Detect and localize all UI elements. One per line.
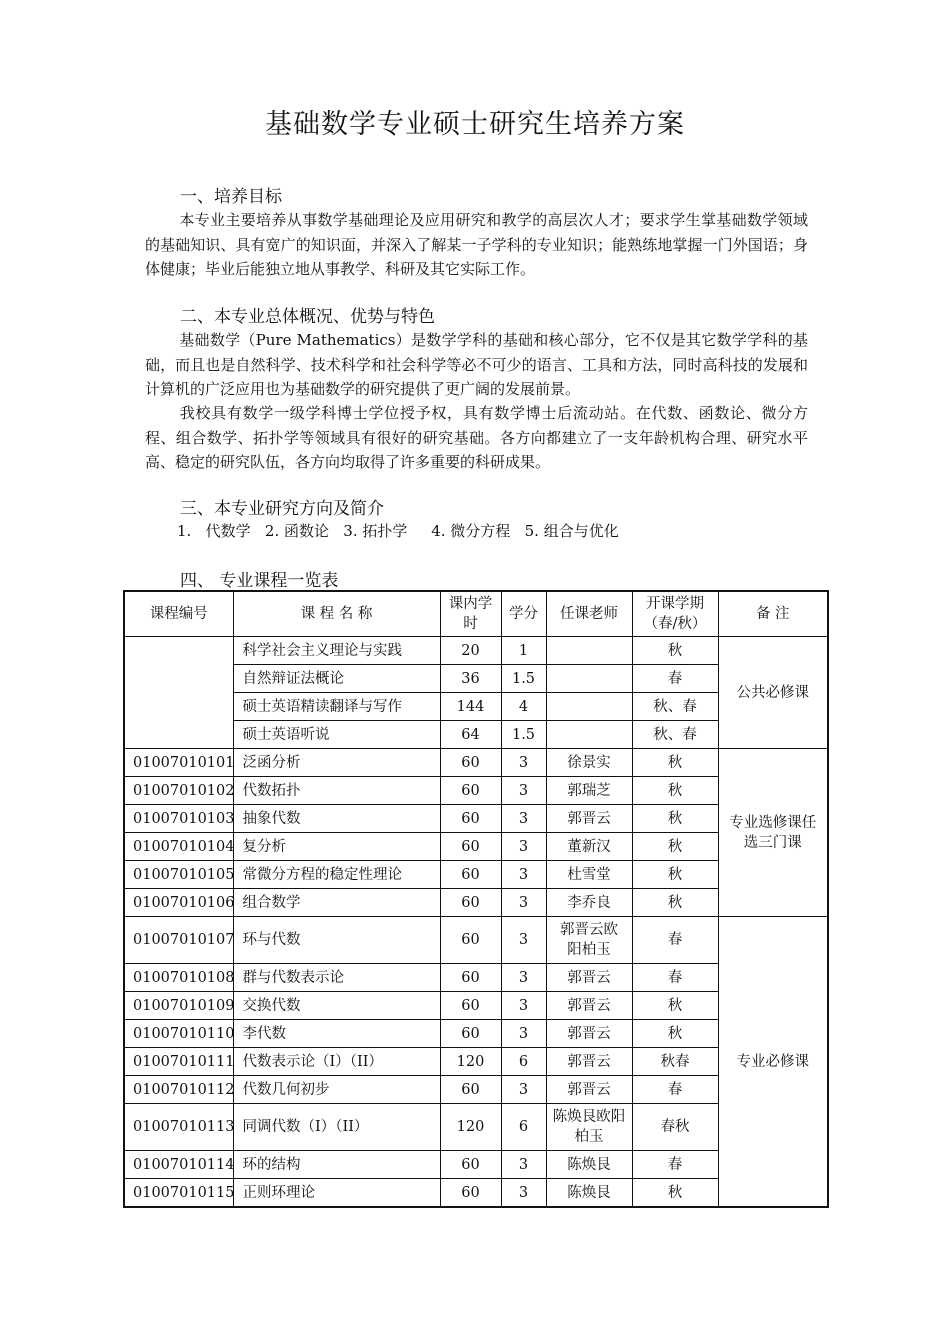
goals-text: 本专业主要培养从事数学基础理论及应用研究和教学的高层次人才；要求学生掌基础数学领域的基础知识、具有宽广的知识面，并深入了解某一子学科的专业知识；能熟练地掌握一门外国语；身体健康；毕业后能独立地从事教学、科研及其它实际工作。 [145,211,808,278]
cell-teacher: 郭晋云 [546,1076,632,1104]
cell-term: 秋 [632,992,718,1020]
cell-teacher: 郭晋云欧阳柏玉 [546,917,632,964]
cell-code: 01007010107 [124,917,233,964]
cell-code: 01007010110 [124,1020,233,1048]
cell-hours: 60 [440,1076,501,1104]
cell-term: 秋、春 [632,693,718,721]
cell-hours: 60 [440,964,501,992]
research-directions: 1. 代数学 2. 函数论 3. 拓扑学 4. 微分方程 5. 组合与优化 [177,522,619,540]
header-hours: 课内学时 [440,591,501,637]
cell-teacher: 郭晋云 [546,1048,632,1076]
cell-name: 硕士英语听说 [233,721,440,749]
cell-hours: 60 [440,805,501,833]
header-teacher: 任课老师 [546,591,632,637]
cell-code: 01007010108 [124,964,233,992]
cell-term: 秋 [632,777,718,805]
cell-credits: 1 [501,637,546,665]
cell-term: 春秋 [632,1104,718,1151]
cell-teacher: 郭晋云 [546,964,632,992]
goals-paragraph [145,208,808,282]
section-heading-overview: 二、本专业总体概况、优势与特色 [180,307,435,327]
cell-teacher: 董新汉 [546,833,632,861]
cell-name: 正则环理论 [233,1179,440,1208]
header-name: 课 程 名 称 [233,591,440,637]
cell-name: 李代数 [233,1020,440,1048]
header-note: 备 注 [718,591,828,637]
overview-text-2: 我校具有数学一级学科博士学位授予权，具有数学博士后流动站。在代数、函数论、微分方程、组合数学、拓扑学等领域具有很好的研究基础。各方向都建立了一支年龄机构合理、研究水平高、稳定的研究队伍，各方向均取得了许多重要的科研成果。 [145,404,808,471]
cell-name: 代数几何初步 [233,1076,440,1104]
group-note-public: 公共必修课 [718,637,828,749]
cell-hours: 64 [440,721,501,749]
header-credits: 学分 [501,591,546,637]
cell-teacher [546,665,632,693]
cell-hours: 60 [440,917,501,964]
cell-teacher [546,693,632,721]
cell-term: 秋 [632,805,718,833]
cell-name: 科学社会主义理论与实践 [233,637,440,665]
course-table [123,590,829,1208]
cell-term: 春 [632,665,718,693]
cell-credits: 6 [501,1048,546,1076]
cell-term: 秋 [632,637,718,665]
cell-hours: 60 [440,833,501,861]
cell-teacher [546,721,632,749]
cell-name: 抽象代数 [233,805,440,833]
cell-code: 01007010112 [124,1076,233,1104]
header-term: 开课学期（春/秋） [632,591,718,637]
cell-name: 泛函分析 [233,749,440,777]
cell-teacher: 郭晋云 [546,805,632,833]
cell-teacher: 郭晋云 [546,992,632,1020]
cell-code [124,637,233,749]
cell-code: 01007010106 [124,889,233,917]
cell-code: 01007010103 [124,805,233,833]
cell-code: 01007010101 [124,749,233,777]
cell-code: 01007010102 [124,777,233,805]
cell-credits: 3 [501,833,546,861]
cell-hours: 60 [440,1151,501,1179]
cell-term: 秋、春 [632,721,718,749]
cell-teacher [546,637,632,665]
cell-name: 代数表示论（I）（II） [233,1048,440,1076]
table-row [124,749,828,777]
cell-teacher: 陈焕艮 [546,1179,632,1208]
cell-credits: 3 [501,749,546,777]
cell-hours: 60 [440,992,501,1020]
cell-code: 01007010109 [124,992,233,1020]
cell-name: 常微分方程的稳定性理论 [233,861,440,889]
cell-credits: 3 [501,1076,546,1104]
cell-name: 硕士英语精读翻译与写作 [233,693,440,721]
cell-name: 组合数学 [233,889,440,917]
cell-teacher: 郭晋云 [546,1020,632,1048]
cell-term: 春 [632,964,718,992]
cell-credits: 1.5 [501,721,546,749]
cell-hours: 60 [440,1020,501,1048]
cell-term: 秋 [632,749,718,777]
cell-code: 01007010113 [124,1104,233,1151]
cell-hours: 36 [440,665,501,693]
group-note-elective: 专业选修课任选三门课 [718,749,828,917]
cell-teacher: 徐景实 [546,749,632,777]
header-code: 课程编号 [124,591,233,637]
cell-term: 春 [632,1076,718,1104]
cell-credits: 3 [501,861,546,889]
cell-teacher: 杜雪堂 [546,861,632,889]
cell-term: 春 [632,1151,718,1179]
cell-credits: 3 [501,917,546,964]
cell-credits: 3 [501,964,546,992]
section-heading-directions: 三、本专业研究方向及简介 [180,499,384,519]
cell-teacher: 陈焕艮欧阳柏玉 [546,1104,632,1151]
cell-credits: 6 [501,1104,546,1151]
cell-name: 环的结构 [233,1151,440,1179]
table-row [124,917,828,964]
cell-term: 秋 [632,861,718,889]
cell-credits: 4 [501,693,546,721]
table-row [124,637,828,665]
overview-paragraph-2 [145,401,808,475]
cell-code: 01007010105 [124,861,233,889]
cell-hours: 120 [440,1048,501,1076]
cell-term: 秋 [632,1020,718,1048]
cell-term: 秋 [632,833,718,861]
cell-name: 群与代数表示论 [233,964,440,992]
cell-hours: 20 [440,637,501,665]
cell-teacher: 李乔良 [546,889,632,917]
cell-teacher: 陈焕艮 [546,1151,632,1179]
cell-credits: 1.5 [501,665,546,693]
cell-term: 秋 [632,889,718,917]
cell-term: 秋 [632,1179,718,1208]
cell-credits: 3 [501,889,546,917]
cell-credits: 3 [501,1179,546,1208]
cell-hours: 60 [440,777,501,805]
cell-code: 01007010114 [124,1151,233,1179]
cell-hours: 60 [440,749,501,777]
cell-code: 01007010104 [124,833,233,861]
cell-credits: 3 [501,1151,546,1179]
cell-credits: 3 [501,992,546,1020]
cell-name: 交换代数 [233,992,440,1020]
cell-term: 春 [632,917,718,964]
cell-name: 代数拓扑 [233,777,440,805]
cell-teacher: 郭瑞芝 [546,777,632,805]
cell-name: 自然辩证法概论 [233,665,440,693]
overview-paragraph-1 [145,328,808,402]
cell-code: 01007010115 [124,1179,233,1208]
cell-hours: 60 [440,1179,501,1208]
cell-hours: 60 [440,861,501,889]
cell-name: 环与代数 [233,917,440,964]
page-title: 基础数学专业硕士研究生培养方案 [265,109,685,140]
group-note-major: 专业必修课 [718,917,828,1208]
cell-credits: 3 [501,805,546,833]
cell-term: 秋春 [632,1048,718,1076]
cell-code: 01007010111 [124,1048,233,1076]
table-header-row [124,591,828,637]
section-heading-courses: 四、 专业课程一览表 [180,571,339,591]
cell-hours: 60 [440,889,501,917]
cell-credits: 3 [501,777,546,805]
cell-hours: 120 [440,1104,501,1151]
cell-name: 同调代数（I）（II） [233,1104,440,1151]
cell-hours: 144 [440,693,501,721]
cell-name: 复分析 [233,833,440,861]
cell-credits: 3 [501,1020,546,1048]
section-heading-goals: 一、培养目标 [180,187,282,207]
overview-text-1: 基础数学（Pure Mathematics）是数学学科的基础和核心部分，它不仅是其它数学学科的基础，而且也是自然科学、技术科学和社会科学等必不可少的语言、工具和方法，同时高科技的发展和计算机的广泛应用也为基础数学的研究提供了更广阔的发展前景。 [145,331,808,398]
